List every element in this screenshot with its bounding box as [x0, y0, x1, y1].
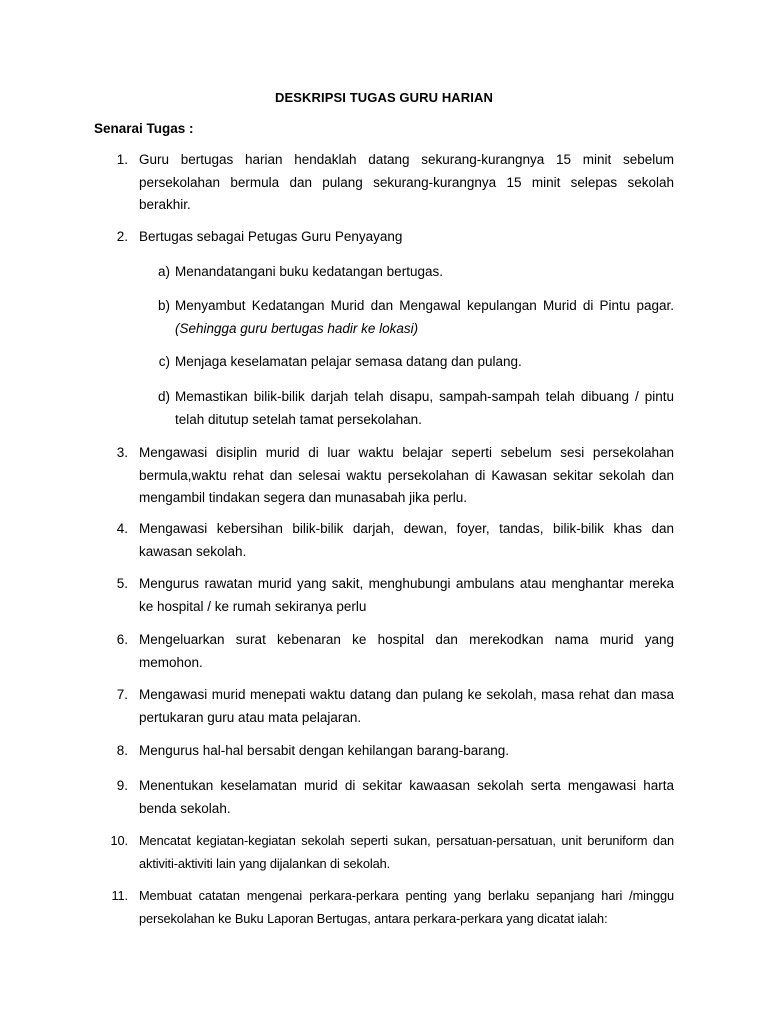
- list-item-number: 8.: [116, 743, 128, 758]
- list-item-text: Guru bertugas harian hendaklah datang sekurang-kurangnya 15 minit sebelum persekolahan bermula dan pulang sekurang-kurangnya 15 minit selepas sekolah berakhir.: [139, 152, 674, 212]
- sub-list-item-letter: c): [158, 354, 170, 369]
- task-list-heading: Senarai Tugas :: [94, 121, 194, 136]
- list-item-text: Mencatat kegiatan-kegiatan sekolah seperti sukan, persatuan-persatuan, unit beruniform dan aktiviti-aktiviti lain yang dijalankan di sekolah.: [139, 833, 674, 871]
- list-item-number: 11.: [111, 888, 128, 903]
- list-item-text: Membuat catatan mengenai perkara-perkara penting yang berlaku sepanjang hari /minggu persekolahan ke Buku Laporan Bertugas, antara perkara-perkara yang dicatat ialah:: [139, 888, 674, 926]
- list-item-text: Mengawasi kebersihan bilik-bilik darjah, dewan, foyer, tandas, bilik-bilik khas dan kawasan sekolah.: [139, 521, 674, 559]
- sub-list-item-note: (Sehingga guru bertugas hadir ke lokasi): [175, 320, 419, 336]
- list-item-number: 10.: [110, 833, 128, 848]
- list-item-text: Mengurus rawatan murid yang sakit, menghubungi ambulans atau menghantar mereka ke hospital / ke rumah sekiranya perlu: [139, 576, 674, 614]
- list-item-text: Mengawasi murid menepati waktu datang dan pulang ke sekolah, masa rehat dan masa pertukaran guru atau mata pelajaran.: [139, 687, 674, 725]
- list-item-number: 6.: [116, 632, 128, 647]
- list-item-text: Menentukan keselamatan murid di sekitar kawaasan sekolah serta mengawasi harta benda sekolah.: [139, 778, 674, 816]
- sub-list-item-letter: d): [157, 389, 170, 404]
- list-item-text: Bertugas sebagai Petugas Guru Penyayang: [139, 229, 403, 244]
- list-item-number: 5.: [116, 576, 128, 591]
- list-item-text: Mengawasi disiplin murid di luar waktu belajar seperti sebelum sesi persekolahan bermula,waktu rehat dan selesai waktu persekolahan di Kawasan sekitar sekolah dan mengambil tindakan segera dan munasabah jika perlu.: [139, 445, 674, 505]
- sub-list-item-text: Memastikan bilik-bilik darjah telah disapu, sampah-sampah telah dibuang / pintu telah ditutup setelah tamat persekolahan.: [175, 389, 674, 427]
- list-item-text: Mengurus hal-hal bersabit dengan kehilangan barang-barang.: [139, 743, 510, 758]
- sub-list-item-main-text: Menyambut Kedatangan Murid dan Mengawal kepulangan Murid di Pintu pagar.: [175, 298, 674, 313]
- list-item-number: 1.: [116, 152, 128, 167]
- list-item-number: 2.: [116, 229, 128, 244]
- document-title: DESKRIPSI TUGAS GURU HARIAN: [275, 90, 493, 105]
- list-item-number: 4.: [116, 521, 128, 536]
- list-item-number: 9.: [116, 778, 128, 793]
- sub-list-item-text: Menjaga keselamatan pelajar semasa datang dan pulang.: [175, 354, 522, 369]
- sub-list-item-letter: b): [157, 298, 170, 313]
- sub-list-item-letter: a): [157, 264, 170, 279]
- sub-list-item-text: [175, 295, 674, 340]
- list-item-text: Mengeluarkan surat kebenaran ke hospital dan merekodkan nama murid yang memohon.: [139, 632, 674, 670]
- sub-list-item-text: Menandatangani buku kedatangan bertugas.: [175, 264, 443, 279]
- list-item-number: 7.: [116, 687, 128, 702]
- list-item-number: 3.: [116, 445, 128, 460]
